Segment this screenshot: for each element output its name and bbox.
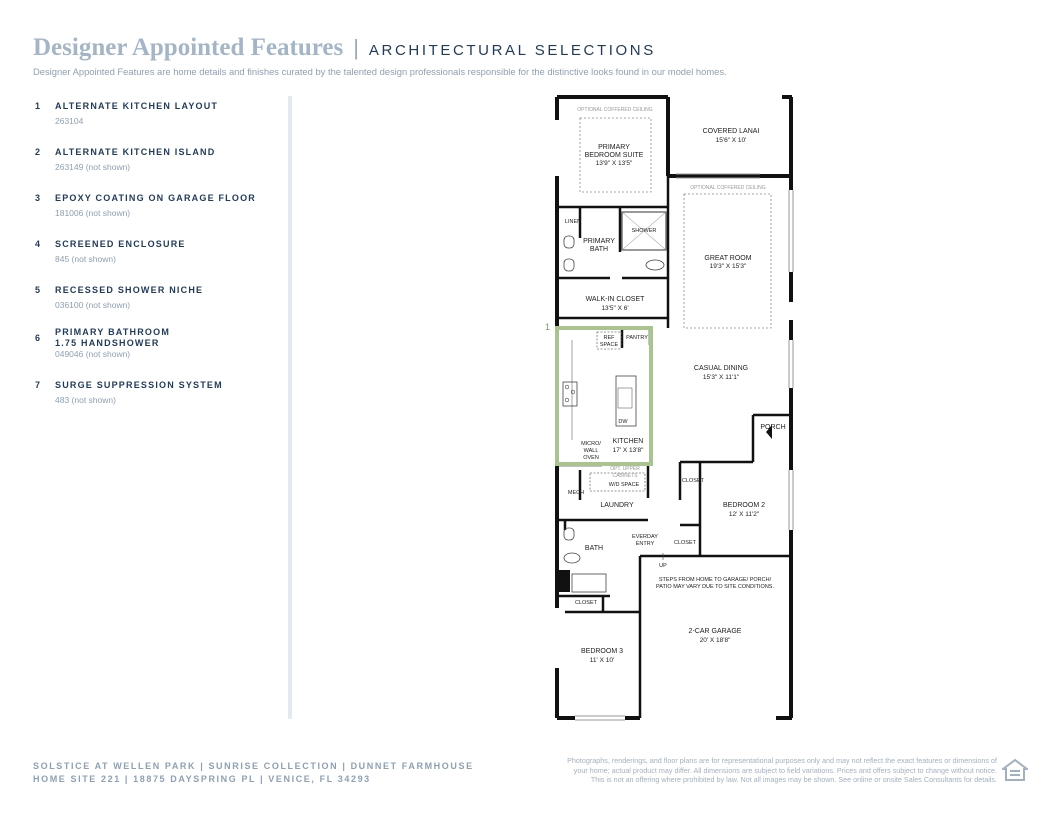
cooktop-icon	[563, 382, 577, 406]
room-dimension: 13'5" X 6'	[601, 305, 629, 312]
room-dimension: 19'3" X 15'3"	[709, 263, 747, 270]
room-label: CLOSET	[574, 600, 598, 606]
title-separator: |	[353, 35, 359, 60]
island-sink-icon	[618, 388, 632, 408]
room-label: ENTRY	[635, 541, 655, 547]
room-label: CLOSET	[681, 478, 705, 484]
header	[33, 34, 656, 62]
feature-number: 6	[35, 333, 41, 343]
feature-code: 036100 (not shown)	[55, 300, 131, 310]
feature-number: 2	[35, 147, 41, 157]
room-label: SPACE	[599, 342, 619, 348]
room-label: PANTRY	[626, 335, 648, 341]
feature-name: EPOXY COATING ON GARAGE FLOOR	[55, 193, 256, 203]
feature-number: 3	[35, 193, 41, 203]
cabinet-label: OPT. UPPER	[610, 466, 640, 472]
feature-code: 049046 (not shown)	[55, 349, 131, 359]
feature-code: 263104	[55, 116, 84, 126]
appliance-label: OVEN	[583, 455, 599, 461]
room-label: BATH	[589, 246, 609, 253]
room-label: BATH	[584, 545, 604, 552]
room-dimension: 20' X 18'8"	[699, 637, 731, 644]
window-openings	[557, 120, 791, 718]
feature-number: 5	[35, 285, 41, 295]
disclaimer	[517, 756, 997, 785]
room-label: PRIMARY	[598, 144, 630, 151]
room-label: PRIMARY	[583, 238, 615, 245]
room-label: MECH	[567, 490, 585, 496]
room-dimension: 17' X 13'8"	[612, 447, 644, 454]
room-dimension: 12' X 11'2"	[728, 511, 760, 518]
feature-code: 263149 (not shown)	[55, 162, 131, 172]
bathtub-icon	[572, 574, 606, 592]
feature-name: ALTERNATE KITCHEN LAYOUT	[55, 101, 219, 111]
appliance-label: MICRO/	[581, 441, 601, 447]
disclaimer-line: Photographs, renderings, and floor plans are for representational purposes only and may not reflect the exact features or dimensions of	[567, 756, 997, 765]
interior-walls	[557, 176, 791, 718]
cabinet-label: CABINETS	[612, 473, 638, 479]
room-dimension: 15'3" X 11'1"	[702, 374, 740, 381]
appliance-label: WALL	[583, 448, 599, 454]
room-dimension: 15'6" X 10'	[715, 137, 747, 144]
appliance-label: DW	[618, 419, 628, 425]
note-text: PATIO MAY VARY DUE TO SITE CONDITIONS.	[656, 584, 774, 590]
column-divider	[288, 96, 292, 719]
floor-plan	[530, 90, 805, 725]
highlight-marker: 1	[545, 322, 551, 332]
disclaimer-line: your home; actual product may differ. All dimensions are subject to field variations. Prices and offers subject to change without notice.	[573, 765, 997, 775]
toilet-icon	[564, 553, 580, 563]
room-label: CLOSET	[673, 540, 697, 546]
feature-name: SURGE SUPPRESSION SYSTEM	[55, 380, 223, 390]
room-label: BEDROOM SUITE	[584, 152, 644, 159]
sink-icon	[564, 236, 574, 248]
appliance-label: W/D SPACE	[608, 482, 640, 488]
wall-block	[558, 570, 570, 592]
room-label: LINEN	[564, 219, 582, 225]
room-label: BEDROOM 3	[580, 648, 624, 655]
room-label: CASUAL DINING	[693, 365, 749, 372]
room-label: 2-CAR GARAGE	[688, 628, 742, 635]
feature-name: SCREENED ENCLOSURE	[55, 239, 186, 249]
room-label: WALK-IN CLOSET	[585, 296, 645, 303]
section-title: ARCHITECTURAL SELECTIONS	[368, 42, 656, 59]
toilet-icon	[646, 260, 664, 270]
optional-ceiling-label: OPTIONAL COFFERED CEILING	[577, 107, 653, 113]
room-label: KITCHEN	[612, 438, 644, 445]
room-label: PORCH	[760, 424, 786, 431]
feature-number: 7	[35, 380, 41, 390]
feature-name: RECESSED SHOWER NICHE	[55, 285, 204, 295]
room-label: GREAT ROOM	[704, 255, 752, 262]
feature-number: 4	[35, 239, 41, 249]
optional-ceiling-label: OPTIONAL COFFERED CEILING	[690, 185, 766, 191]
room-label: REF	[603, 335, 615, 341]
room-label: BEDROOM 2	[722, 502, 766, 509]
stairs-label: UP	[659, 563, 667, 569]
homesite-line: HOME SITE 221 | 18875 DAYSPRING PL | VENICE, FL 34293	[33, 774, 371, 784]
feature-number: 1	[35, 101, 41, 111]
room-label: LAUNDRY	[600, 502, 634, 509]
equal-housing-opportunity-icon	[1002, 758, 1028, 784]
page-description: Designer Appointed Features are home details and finishes curated by the talented design professionals responsible for the distinctive looks found in our model homes.	[33, 66, 727, 77]
disclaimer-line: This is not an offering where prohibited by law. Not all images may be shown. See online or onsite Sales Consultants for details.	[590, 775, 997, 785]
room-dimension: 13'9" X 13'5"	[595, 160, 633, 167]
sink-icon	[564, 259, 574, 271]
feature-code: 181006 (not shown)	[55, 208, 131, 218]
room-label: SHOWER	[631, 228, 657, 234]
feature-name: PRIMARY BATHROOM 1.75 HANDSHOWER	[55, 327, 171, 348]
community-line: SOLSTICE AT WELLEN PARK | SUNRISE COLLECTION | DUNNET FARMHOUSE	[33, 761, 474, 771]
note-text: STEPS FROM HOME TO GARAGE/ PORCH/	[658, 577, 772, 583]
room-dimension: 11' X 10'	[589, 657, 615, 664]
page-title: Designer Appointed Features	[33, 34, 344, 61]
room-label: EVERDAY	[632, 534, 658, 540]
feature-name: ALTERNATE KITCHEN ISLAND	[55, 147, 216, 157]
feature-code: 483 (not shown)	[55, 395, 116, 405]
footer-address	[33, 760, 474, 786]
room-label: COVERED LANAI	[702, 128, 760, 135]
feature-code: 845 (not shown)	[55, 254, 116, 264]
